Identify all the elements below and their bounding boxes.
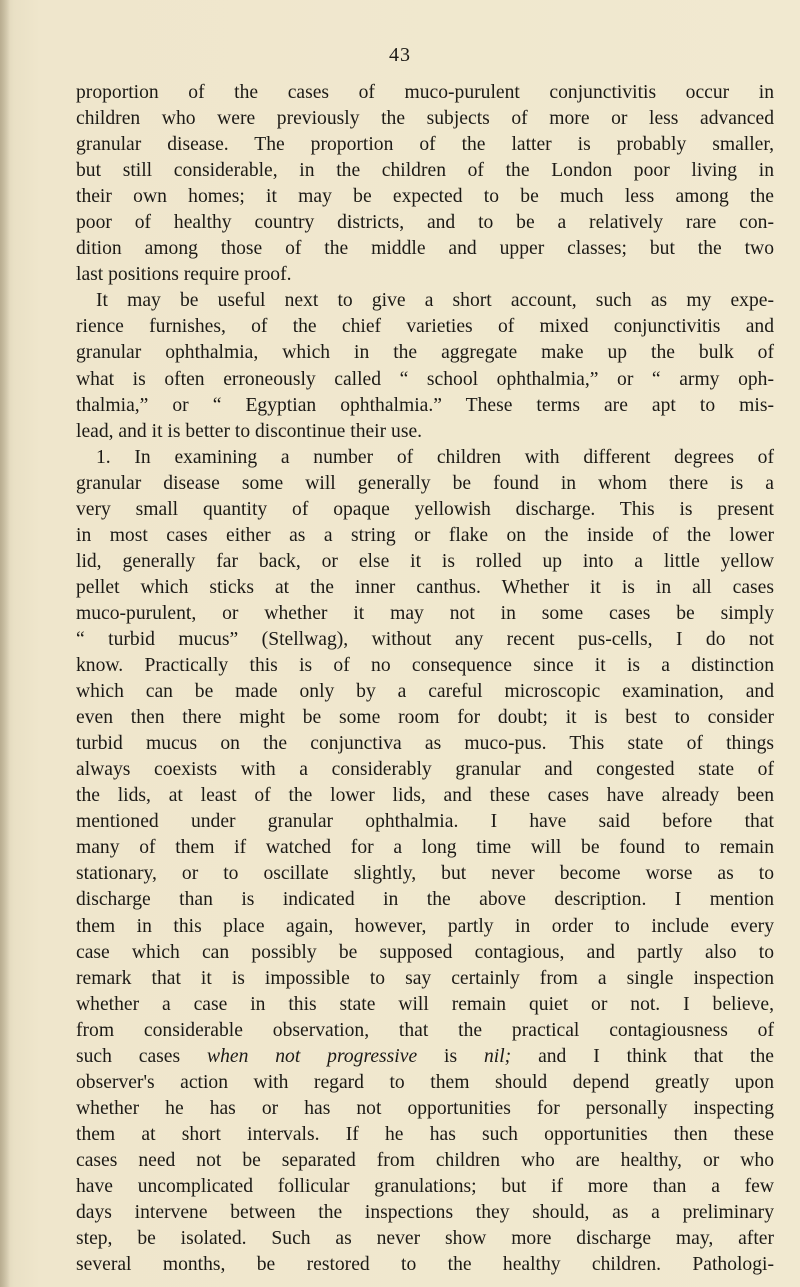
text-line: several months, be restored to the healthy children. Pathologi- xyxy=(76,1254,774,1276)
text-line: granular disease some will generally be found in whom there is a xyxy=(76,472,774,494)
text-line: them in this place again, however, partly in order to include every xyxy=(76,915,774,937)
text-line: them at short intervals. If he has such opportunities then these xyxy=(76,1123,774,1145)
page-number: 43 xyxy=(389,44,411,66)
text-line: know. Practically this is of no consequence since it is a distinction xyxy=(76,655,774,677)
text-line: observer's action with regard to them should depend greatly upon xyxy=(76,1071,774,1093)
text-line: whether he has or has not opportunities for personally inspecting xyxy=(76,1097,774,1119)
text-line: pellet which sticks at the inner canthus. Whether it is in all cases xyxy=(76,576,774,598)
text-line: in most cases either as a string or flake on the inside of the lower xyxy=(76,524,774,546)
text-line: last positions require proof. xyxy=(76,264,292,286)
text-line: but still considerable, in the children of the London poor living in xyxy=(76,160,774,182)
text-line: from considerable observation, that the practical contagiousness of xyxy=(76,1019,774,1041)
body-text xyxy=(76,80,774,1278)
text-line: remark that it is impossible to say certainly from a single inspection xyxy=(76,967,774,989)
text-line: turbid mucus on the conjunctiva as muco-pus. This state of things xyxy=(76,733,774,755)
text-line: granular disease. The proportion of the latter is probably smaller, xyxy=(76,134,774,156)
text-line: case which can possibly be supposed contagious, and partly also to xyxy=(76,941,774,963)
text-line: “ turbid mucus” (Stellwag), without any recent pus-cells, I do not xyxy=(76,628,774,650)
text-line: dition among those of the middle and upper classes; but the two xyxy=(76,238,774,260)
text-line: thalmia,” or “ Egyptian ophthalmia.” These terms are apt to mis- xyxy=(76,394,774,416)
text-line: stationary, or to oscillate slightly, but never become worse as to xyxy=(76,863,774,885)
text-line: proportion of the cases of muco-purulent conjunctivitis occur in xyxy=(76,82,774,103)
text-line: their own homes; it may be expected to be much less among the xyxy=(76,186,774,208)
text-line: granular ophthalmia, which in the aggregate make up the bulk of xyxy=(76,342,774,364)
text-line: which can be made only by a careful microscopic examination, and xyxy=(76,681,774,703)
text-line: such cases when not progressive is nil; and I think that the xyxy=(76,1045,774,1067)
text-line: days intervene between the inspections they should, as a preliminary xyxy=(76,1202,774,1224)
text-line: children who were previously the subjects of more or less advanced xyxy=(76,108,774,130)
text-line: poor of healthy country districts, and to be a relatively rare con- xyxy=(76,212,774,234)
text-line: It may be useful next to give a short account, such as my expe- xyxy=(96,290,774,312)
text-line: lead, and it is better to discontinue their use. xyxy=(76,420,423,442)
text-line: rience furnishes, of the chief varieties of mixed conjunctivitis and xyxy=(76,316,774,338)
text-line: 1. In examining a number of children with different degrees of xyxy=(96,446,774,468)
text-line: always coexists with a considerably granular and congested state of xyxy=(76,759,774,781)
text-line: mentioned under granular ophthalmia. I have said before that xyxy=(76,811,774,833)
text-line: lid, generally far back, or else it is rolled up into a little yellow xyxy=(76,550,774,572)
text-line: cases need not be separated from children who are healthy, or who xyxy=(76,1149,774,1171)
text-line: muco-purulent, or whether it may not in some cases be simply xyxy=(76,602,774,624)
text-line: discharge than is indicated in the above description. I mention xyxy=(76,889,774,911)
text-line: step, be isolated. Such as never show more discharge may, after xyxy=(76,1228,774,1250)
text-line: have uncomplicated follicular granulations; but if more than a few xyxy=(76,1175,774,1197)
text-line: even then there might be some room for doubt; it is best to consider xyxy=(76,707,774,729)
text-line: very small quantity of opaque yellowish discharge. This is present xyxy=(76,498,774,520)
text-line: whether a case in this state will remain quiet or not. I believe, xyxy=(76,993,774,1015)
text-line: what is often erroneously called “ school ophthalmia,” or “ army oph- xyxy=(76,368,774,390)
page-gutter-shadow xyxy=(0,0,10,1287)
text-line: the lids, at least of the lower lids, and these cases have already been xyxy=(76,785,774,807)
text-line: many of them if watched for a long time will be found to remain xyxy=(76,837,774,859)
